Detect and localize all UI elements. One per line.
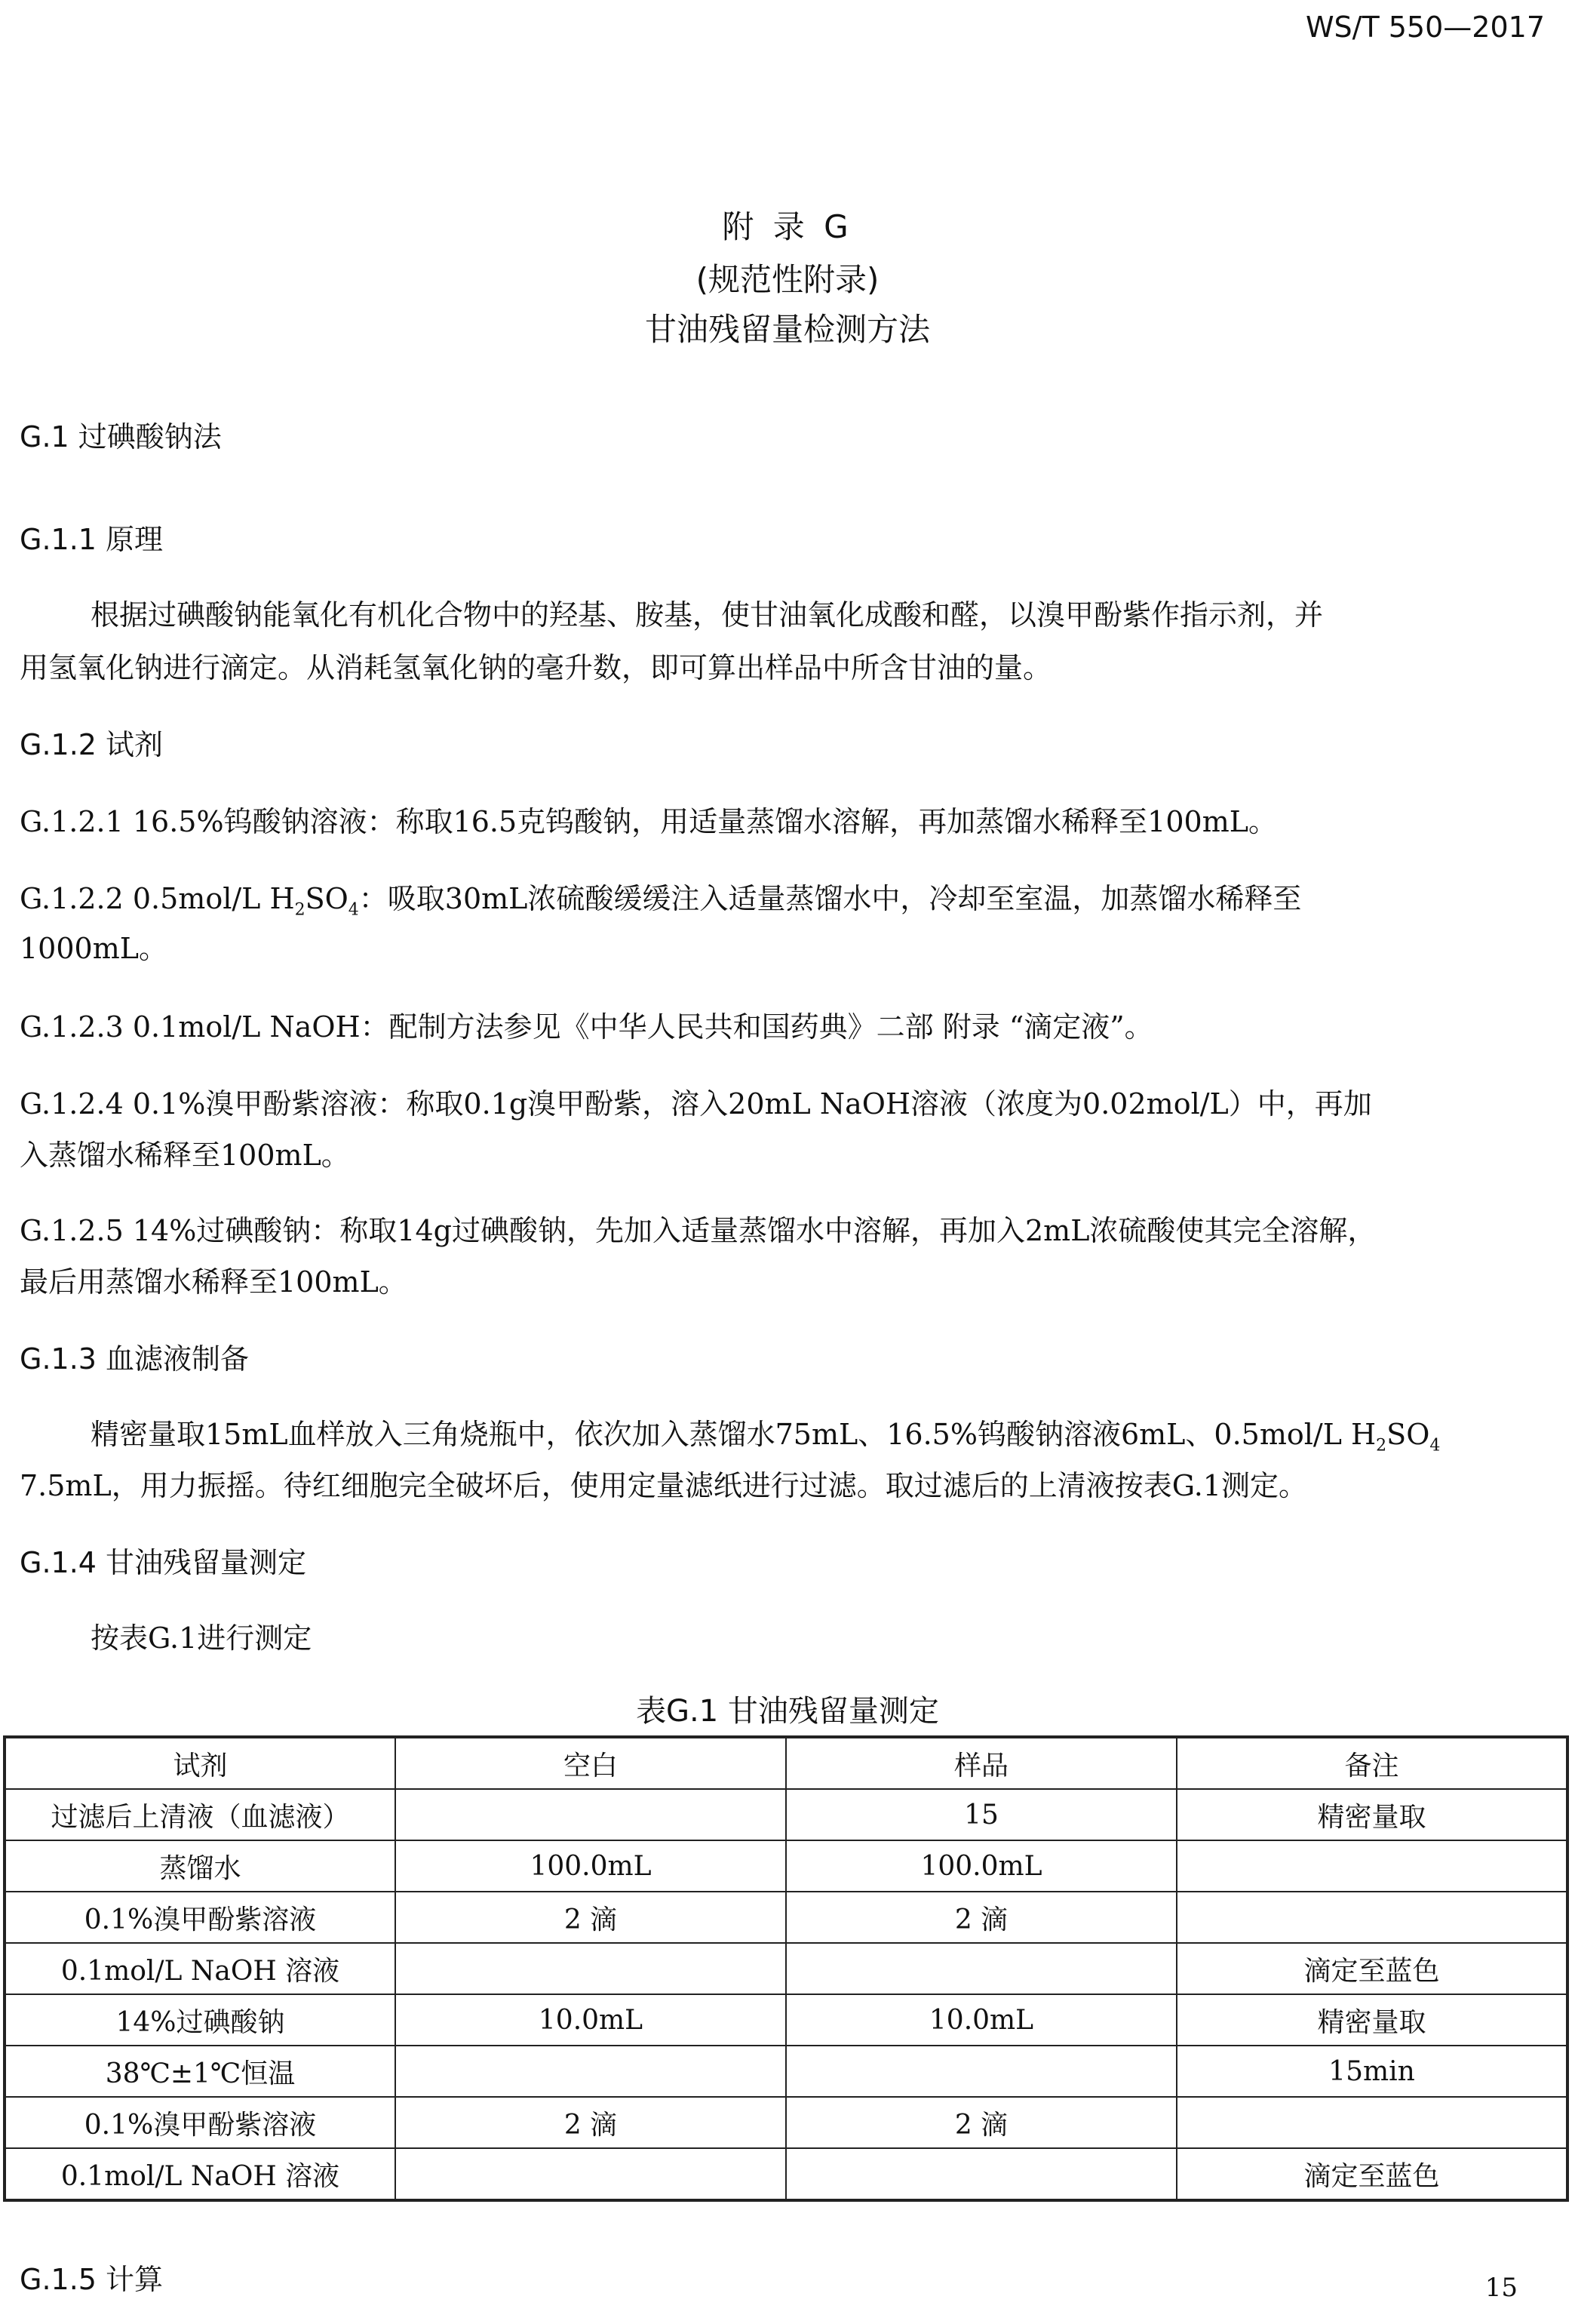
- appendix-name: 甘油残留量检测方法: [644, 311, 930, 348]
- table-cell: 2 滴: [786, 1892, 1177, 1943]
- table-cell: [395, 2148, 786, 2200]
- section-heading-g1: G.1 过碘酸钠法: [20, 420, 222, 453]
- table-cell: [395, 1943, 786, 1994]
- page-number: 15: [1484, 2273, 1518, 2303]
- table-cell: 过滤后上清液（血滤液）: [5, 1789, 395, 1840]
- table-header-row: [5, 1737, 1567, 1789]
- table-cell: 100.0mL: [395, 1840, 786, 1892]
- table-cell: 38℃±1℃恒温: [5, 2046, 395, 2097]
- table-cell: 2 滴: [395, 1892, 786, 1943]
- section-heading-g14: G.1.4 甘油残留量测定: [20, 1546, 307, 1579]
- reagent-g125-line2: 最后用蒸馏水稀释至100mL。: [20, 1265, 407, 1299]
- table-cell: 0.1mol/L NaOH 溶液: [5, 2148, 395, 2200]
- table-cell: 100.0mL: [786, 1840, 1177, 1892]
- table-cell: [786, 2046, 1177, 2097]
- table-cell: [1177, 2097, 1567, 2148]
- table-cell: 10.0mL: [395, 1994, 786, 2046]
- table-row: [5, 2148, 1567, 2200]
- table-cell: 15: [786, 1789, 1177, 1840]
- table-row: [5, 2046, 1567, 2097]
- table-cell: 0.1%溴甲酚紫溶液: [5, 2097, 395, 2148]
- paragraph-preparation-line2: 7.5mL，用力振摇。待红细胞完全破坏后，使用定量滤纸进行过滤。取过滤后的上清液按表G.1测定。: [20, 1469, 1307, 1502]
- table-cell: [395, 2046, 786, 2097]
- table-cell: 0.1mol/L NaOH 溶液: [5, 1943, 395, 1994]
- table-cell: [786, 1943, 1177, 1994]
- table-cell: 滴定至蓝色: [1177, 2148, 1567, 2200]
- table-row: [5, 1943, 1567, 1994]
- reagent-g123: G.1.2.3 0.1mol/L NaOH：配制方法参见《中华人民共和国药典》二部 附录 “滴定液”。: [20, 1010, 1153, 1044]
- section-heading-g15: G.1.5 计算: [20, 2263, 164, 2296]
- table-cell: 0.1%溴甲酚紫溶液: [5, 1892, 395, 1943]
- reagent-g121: G.1.2.1 16.5%钨酸钠溶液：称取16.5克钨酸钠，用适量蒸馏水溶解，再加蒸馏水稀释至100mL。: [20, 805, 1277, 838]
- table-row: [5, 1840, 1567, 1892]
- reagent-g125-line1: G.1.2.5 14%过碘酸钠：称取14g过碘酸钠，先加入适量蒸馏水中溶解，再加入2mL浓硫酸使其完全溶解，: [20, 1214, 1377, 1247]
- table-cell: 10.0mL: [786, 1994, 1177, 2046]
- appendix-title: 附 录 G: [722, 208, 853, 245]
- paragraph-principle-line2: 用氢氧化钠进行滴定。从消耗氢氧化钠的毫升数，即可算出样品中所含甘油的量。: [20, 651, 1052, 684]
- table-row: [5, 1789, 1567, 1840]
- table-cell: [1177, 1892, 1567, 1943]
- section-heading-g13: G.1.3 血滤液制备: [20, 1342, 250, 1376]
- table-cell: 蒸馏水: [5, 1840, 395, 1892]
- table-cell: [1177, 1840, 1567, 1892]
- section-heading-g12: G.1.2 试剂: [20, 728, 164, 761]
- table-cell: 精密量取: [1177, 1789, 1567, 1840]
- reagent-g124-line1: G.1.2.4 0.1%溴甲酚紫溶液：称取0.1g溴甲酚紫，溶入20mL NaOH溶液（浓度为0.02mol/L）中，再加: [20, 1087, 1372, 1120]
- table-header-cell: 空白: [395, 1737, 786, 1789]
- reagent-g122-line2: 1000mL。: [20, 932, 167, 965]
- table-row: [5, 2097, 1567, 2148]
- table-cell: [786, 2148, 1177, 2200]
- table-header-cell: 备注: [1177, 1737, 1567, 1789]
- table-cell: 滴定至蓝色: [1177, 1943, 1567, 1994]
- table-row: [5, 1994, 1567, 2046]
- paragraph-preparation-line1: 精密量取15mL血样放入三角烧瓶中，依次加入蒸馏水75mL、16.5%钨酸钠溶液6mL、0.5mol/L $H_2SO_4$: [91, 1418, 1441, 1456]
- table-row: [5, 1892, 1567, 1943]
- appendix-type: (规范性附录): [695, 261, 880, 298]
- table-cell: 精密量取: [1177, 1994, 1567, 2046]
- reagent-g124-line2: 入蒸馏水稀释至100mL。: [20, 1139, 350, 1172]
- paragraph-measurement: 按表G.1进行测定: [91, 1622, 312, 1655]
- table-cell: 15min: [1177, 2046, 1567, 2097]
- table-cell: 2 滴: [395, 2097, 786, 2148]
- table-cell: 2 滴: [786, 2097, 1177, 2148]
- reagent-g122-line1: G.1.2.2 0.5mol/L $H_2SO_4$：吸取30mL浓硫酸缓缓注入适量蒸馏水中，冷却至室温，加蒸馏水稀释至: [20, 882, 1302, 920]
- section-heading-g11: G.1.1 原理: [20, 523, 164, 556]
- table-header-cell: 样品: [786, 1737, 1177, 1789]
- table-cell: 14%过碘酸钠: [5, 1994, 395, 2046]
- table-cell: [395, 1789, 786, 1840]
- paragraph-principle-line1: 根据过碘酸钠能氧化有机化合物中的羟基、胺基，使甘油氧化成酸和醛，以溴甲酚紫作指示剂，并: [91, 598, 1324, 632]
- glycerol-measurement-table: [3, 1735, 1569, 2202]
- table-header-cell: 试剂: [5, 1737, 395, 1789]
- standard-number: WS/T 550—2017: [1305, 11, 1545, 44]
- table-caption: 表G.1 甘油残留量测定: [636, 1694, 939, 1729]
